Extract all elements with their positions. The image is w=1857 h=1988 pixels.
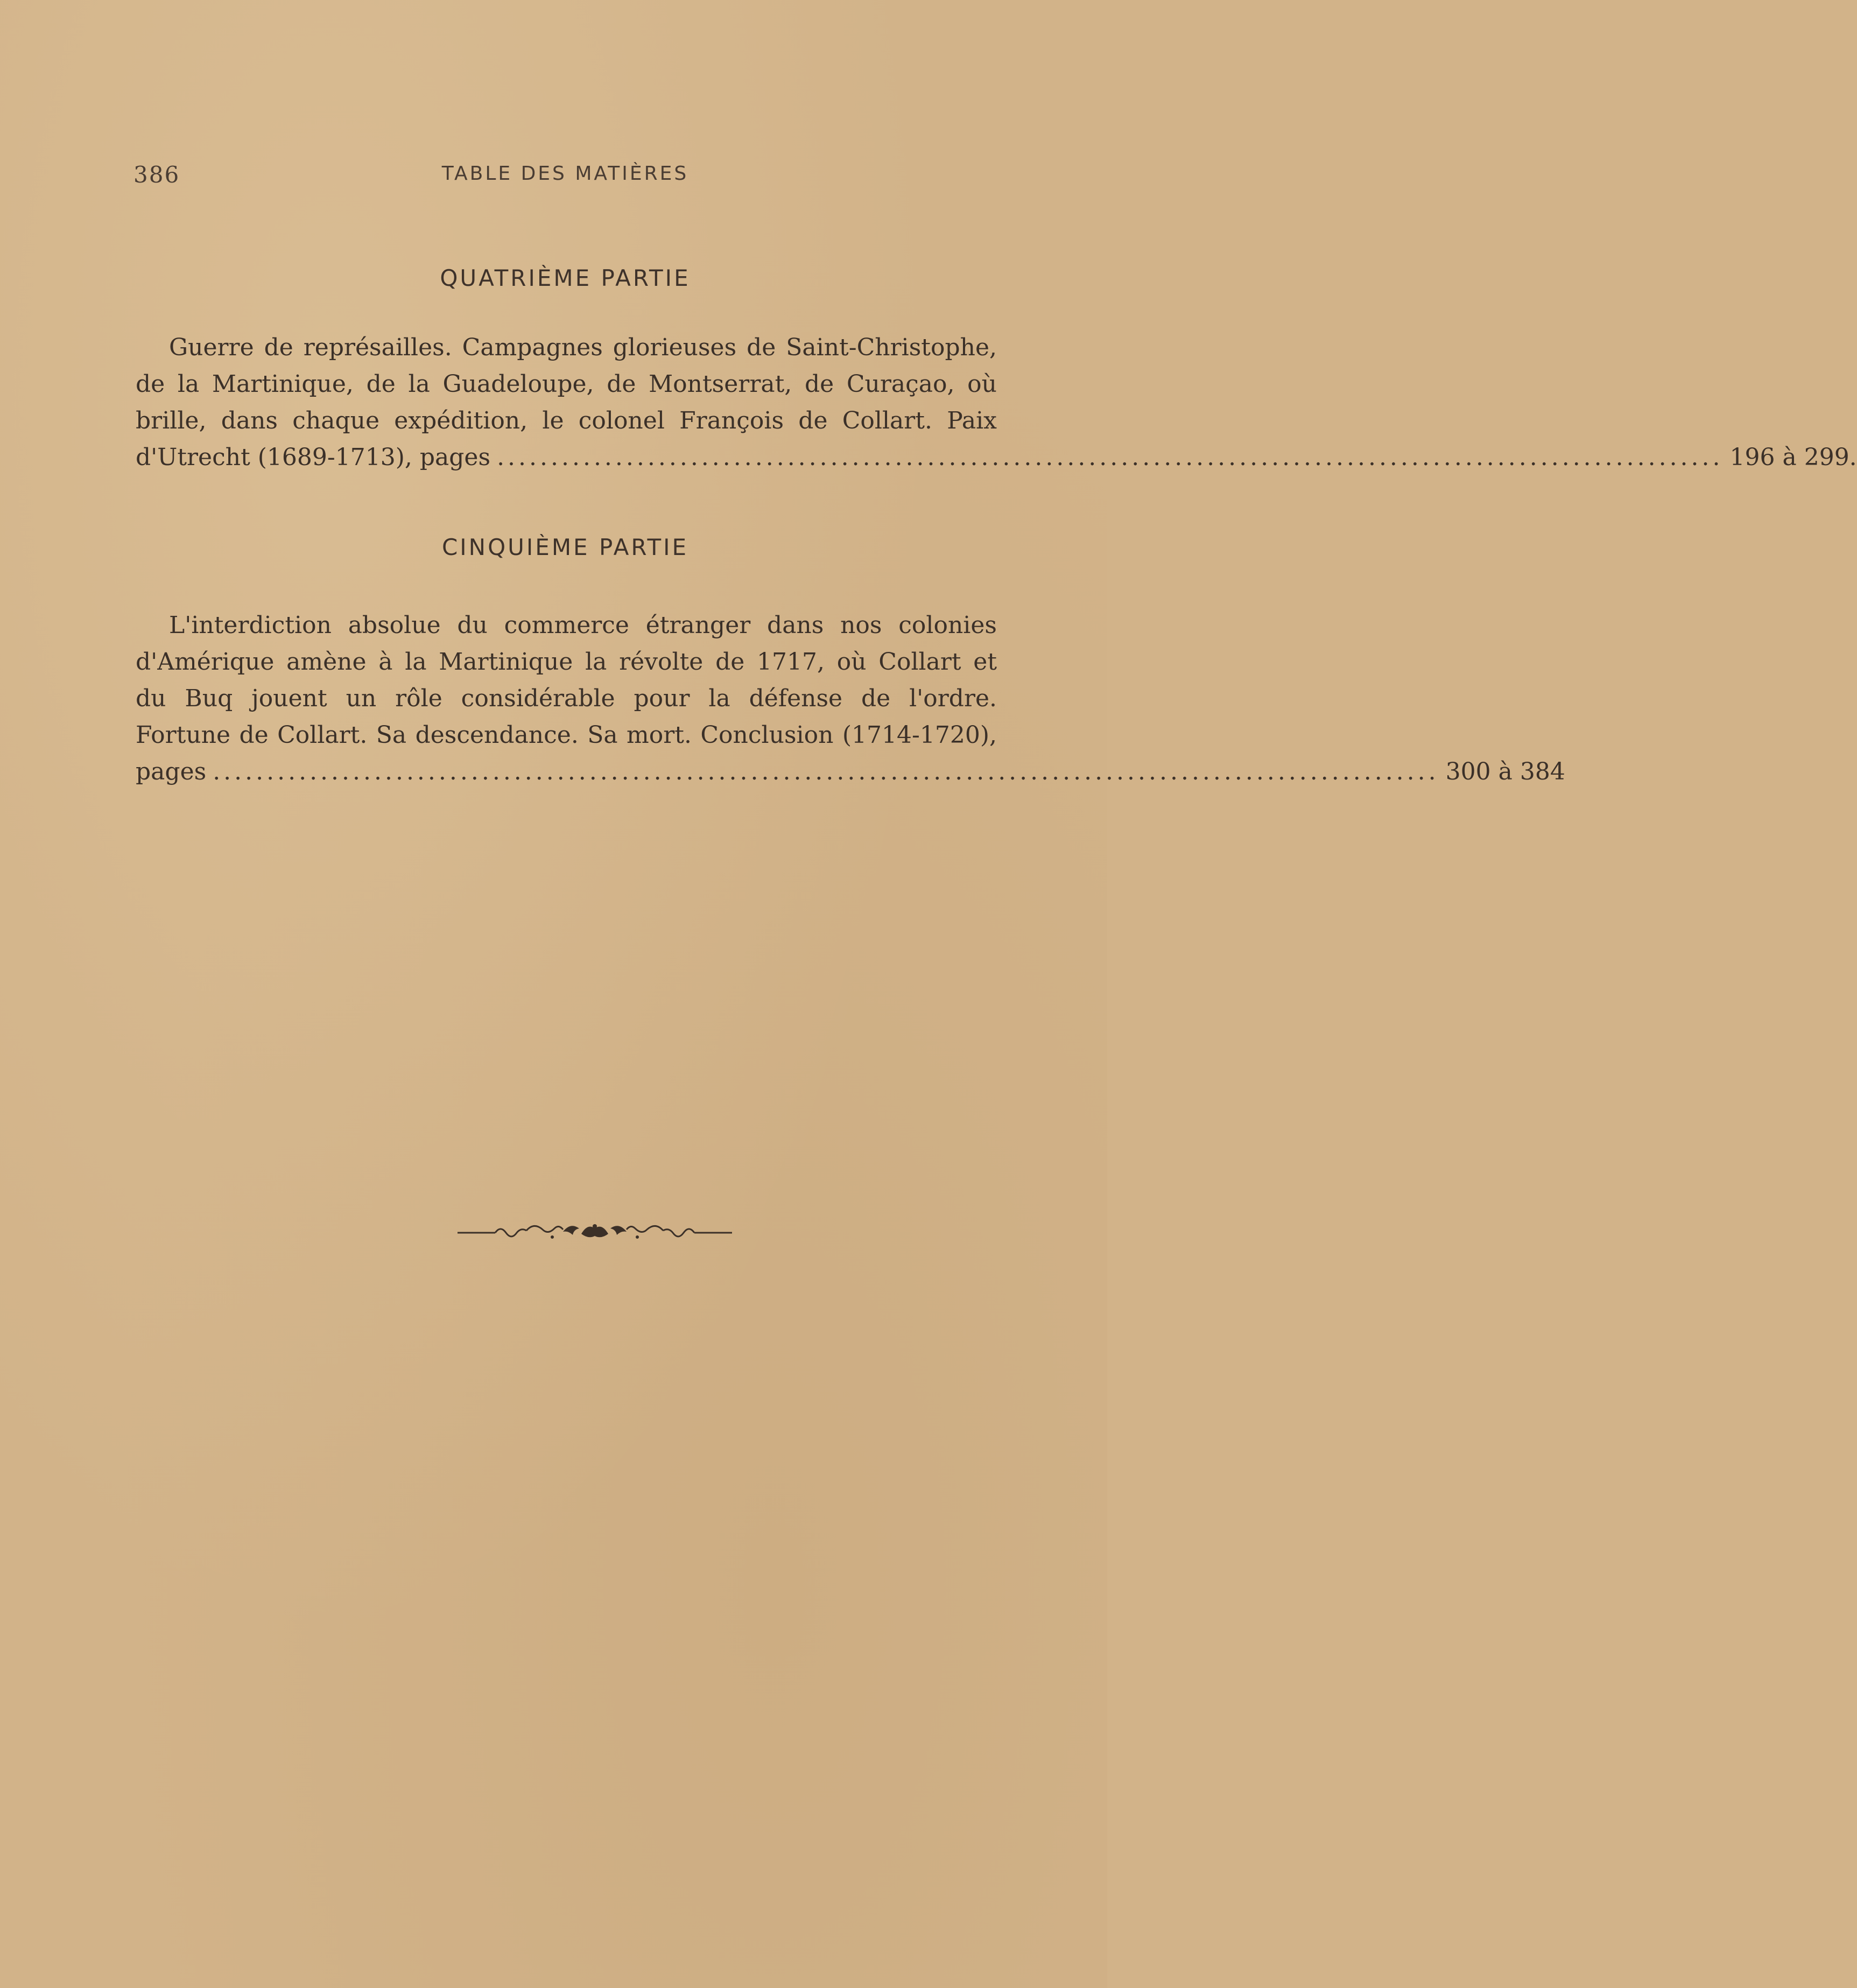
summary-line: brille, dans chaque expédition, le colonel François de Collart. Paix xyxy=(136,407,997,434)
running-head xyxy=(133,161,997,194)
section-summary-cinquieme-partie xyxy=(136,607,1565,790)
summary-line: d'Amérique amène à la Martinique la révolte de 1717, où Collart et xyxy=(136,648,997,676)
fleuron-tailpiece-icon xyxy=(458,1221,732,1242)
summary-last-line xyxy=(136,439,1857,476)
summary-last-line xyxy=(136,754,1565,790)
page-range: 196 à 299. xyxy=(1729,444,1857,471)
summary-line: de la Martinique, de la Guadeloupe, de Montserrat, de Curaçao, où xyxy=(136,370,997,398)
summary-line: du Buq jouent un rôle considérable pour la défense de l'ordre. xyxy=(136,685,997,712)
running-title: TABLE DES MATIÈRES xyxy=(441,163,689,185)
dot-leader: .................................................................................................................. xyxy=(497,444,1724,471)
page-range: 300 à 384 xyxy=(1445,758,1565,785)
section-summary-quatrieme-partie xyxy=(136,329,1857,476)
summary-line: Fortune de Collart. Sa descendance. Sa mort. Conclusion (1714-1720), xyxy=(136,721,997,749)
dot-leader: .................................................................................................................. xyxy=(213,758,1439,785)
page-number: 386 xyxy=(133,161,180,188)
summary-line: L'interdiction absolue du commerce étranger dans nos colonies xyxy=(169,612,997,639)
summary-line-text: d'Utrecht (1689-1713), pages xyxy=(136,444,491,471)
summary-line-text: pages xyxy=(136,758,207,785)
summary-line: Guerre de représailles. Campagnes glorieuses de Saint-Christophe, xyxy=(169,334,997,361)
section-title-quatrieme-partie: QUATRIÈME PARTIE xyxy=(440,265,691,291)
section-title-cinquieme-partie: CINQUIÈME PARTIE xyxy=(441,534,689,560)
